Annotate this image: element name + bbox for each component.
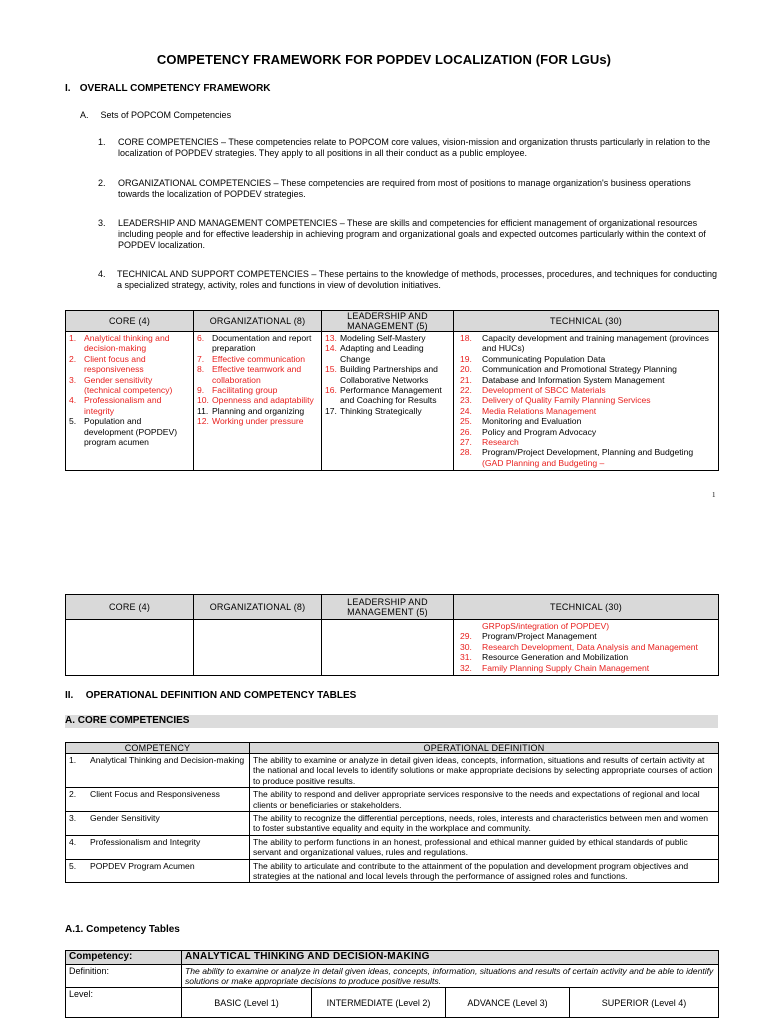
table-row bbox=[66, 964, 719, 988]
list-item: 21. Database and Information System Management bbox=[460, 374, 665, 385]
table-row: 1. Analytical Thinking and Decision-making The ability to examine or analyze in detail given ideas, concepts, information, situations and results of certain activity at the national and local levels to identify solutions or make appropriate decisions by selecting appropriate courses of action to produce positive results. bbox=[66, 754, 719, 788]
list-item: 7. Effective communication bbox=[197, 353, 305, 364]
header-leadership: LEADERSHIP AND MANAGEMENT (5) bbox=[322, 311, 454, 332]
level-basic: BASIC (Level 1) bbox=[182, 988, 312, 1018]
list-item: 8. Effective teamwork and collaboration bbox=[197, 364, 302, 385]
item-text: ORGANIZATIONAL COMPETENCIES – These competencies are required from most of positions to manage organization's business operations towards the localization of POPDEV strategies. bbox=[118, 178, 691, 199]
list-item: 20. Communication and Promotional Strategy Planning bbox=[460, 364, 677, 375]
list-item: 19. Communicating Population Data bbox=[460, 353, 606, 364]
table-row: 4. Professionalism and Integrity The ability to perform functions in an honest, professional and ethical manner guided by ethical standards of public servant and organizational values, rules and regulations. bbox=[66, 835, 719, 859]
list-item: 2. Client focus and responsiveness bbox=[69, 353, 146, 375]
competency-name: ANALYTICAL THINKING AND DECISION-MAKING bbox=[182, 951, 719, 965]
list-item: 29. Program/Project Management bbox=[460, 631, 597, 642]
competency-set-item bbox=[98, 178, 718, 200]
definition-text: The ability to examine or analyze in detail given ideas, concepts, information, situations and results of certain activity and be able to identify solutions or make appropriate decisions to produce positive results. bbox=[182, 964, 719, 988]
section-1-label: OVERALL COMPETENCY FRAMEWORK bbox=[79, 83, 271, 94]
section-1-heading bbox=[65, 83, 271, 95]
list-item: GRPopS/integration of POPDEV) bbox=[482, 621, 610, 631]
list-item: 18. Capacity development and training management (provinces and HUCs) bbox=[460, 333, 709, 354]
header-leadership: LEADERSHIP AND MANAGEMENT (5) bbox=[322, 595, 454, 620]
section-a-heading: A. CORE COMPETENCIES bbox=[65, 715, 190, 726]
header-operational-definition: OPERATIONAL DEFINITION bbox=[250, 743, 719, 754]
competency-summary-table-continued bbox=[65, 594, 719, 676]
list-item: 25. Monitoring and Evaluation bbox=[460, 416, 582, 427]
list-item: 27. Research bbox=[460, 437, 519, 448]
level-advance: ADVANCE (Level 3) bbox=[446, 988, 570, 1018]
definition-label: Definition: bbox=[66, 964, 182, 988]
list-item: 12. Working under pressure bbox=[197, 416, 304, 427]
header-technical: TECHNICAL (30) bbox=[454, 595, 719, 620]
competency-set-item bbox=[98, 218, 718, 251]
competency-summary-table bbox=[65, 310, 719, 471]
list-item: 13. Modeling Self-Mastery bbox=[325, 333, 426, 343]
table-row bbox=[66, 620, 719, 676]
table-row bbox=[66, 988, 719, 1018]
list-item: 6. Documentation and report preparation bbox=[197, 333, 312, 354]
table-header-row bbox=[66, 743, 719, 754]
list-item: 9. Facilitating group bbox=[197, 385, 278, 396]
operational-definition-table bbox=[65, 742, 719, 883]
list-item: 28. Program/Project Development, Planning and Budgeting (GAD Planning and Budgeting – bbox=[460, 447, 694, 468]
core-list bbox=[66, 332, 194, 471]
competency-table bbox=[65, 950, 719, 1018]
item-number: 4. bbox=[98, 269, 106, 279]
list-item: 14. Adapting and Leading Change bbox=[325, 343, 424, 364]
item-number: 2. bbox=[98, 178, 106, 188]
competency-set-item bbox=[98, 269, 718, 291]
section-2-number: II. bbox=[65, 690, 74, 701]
item-number: 1. bbox=[98, 137, 106, 147]
leadership-list bbox=[322, 332, 454, 471]
list-item: 5. Population and development (POPDEV) program acumen bbox=[69, 416, 178, 448]
list-item: 17. Thinking Strategically bbox=[325, 405, 422, 416]
technical-list bbox=[454, 332, 719, 471]
list-item: 31. Resource Generation and Mobilization bbox=[460, 652, 629, 663]
level-intermediate: INTERMEDIATE (Level 2) bbox=[312, 988, 446, 1018]
list-item: 3. Gender sensitivity (technical competency) bbox=[69, 374, 173, 396]
list-item: 1. Analytical thinking and decision-making bbox=[69, 333, 170, 354]
subsection-a-number: A. bbox=[80, 110, 89, 120]
list-item: 15. Building Partnerships and Collaborative Networks bbox=[325, 364, 438, 385]
list-item: 4. Professionalism and integrity bbox=[69, 395, 162, 416]
list-item: 11. Planning and organizing bbox=[197, 405, 305, 416]
section-1-number: I. bbox=[65, 83, 71, 94]
table-row: 5. POPDEV Program Acumen The ability to articulate and contribute to the attainment of the population and development program objectives and strategies at the national and local levels through the performance of assigned roles and functions. bbox=[66, 859, 719, 883]
level-superior: SUPERIOR (Level 4) bbox=[570, 988, 719, 1018]
list-item: 30. Research Development, Data Analysis and Management bbox=[460, 641, 698, 652]
list-item: 10. Openness and adaptability bbox=[197, 395, 314, 406]
list-item: 24. Media Relations Management bbox=[460, 405, 597, 416]
item-text: TECHNICAL AND SUPPORT COMPETENCIES – These pertains to the knowledge of methods, processes, procedures, and techniques for conducting a specialized strategy, activity, roles and functions in view of devolution initiatives. bbox=[117, 269, 717, 290]
a1-heading: A.1. Competency Tables bbox=[65, 924, 180, 935]
organizational-list bbox=[194, 620, 322, 676]
section-2-heading bbox=[65, 690, 356, 702]
core-list bbox=[66, 620, 194, 676]
header-core: CORE (4) bbox=[66, 595, 194, 620]
document-title: COMPETENCY FRAMEWORK FOR POPDEV LOCALIZATION (FOR LGUs) bbox=[156, 52, 612, 67]
header-organizational: ORGANIZATIONAL (8) bbox=[194, 311, 322, 332]
item-text: LEADERSHIP AND MANAGEMENT COMPETENCIES – These are skills and competencies for efficient management of organizational resources including people and for effective leadership in achieving program and organizational goals and expected outcomes particularly within the context of POPDEV localization. bbox=[118, 218, 706, 250]
competency-set-item bbox=[98, 137, 718, 159]
list-item: 16. Performance Management and Coaching for Results bbox=[325, 385, 442, 406]
page-number: 1 bbox=[712, 491, 716, 499]
table-row bbox=[66, 332, 719, 471]
item-number: 3. bbox=[98, 218, 106, 228]
level-label: Level: bbox=[66, 988, 182, 1018]
list-item: 26. Policy and Program Advocacy bbox=[460, 426, 597, 437]
header-core: CORE (4) bbox=[66, 311, 194, 332]
subsection-a-label: Sets of POPCOM Competencies bbox=[100, 110, 232, 120]
table-row bbox=[66, 951, 719, 965]
header-technical: TECHNICAL (30) bbox=[454, 311, 719, 332]
table-row: 2. Client Focus and Responsiveness The ability to respond and deliver appropriate services responsive to the needs and expectations of regional and local clients or beneficiaries or stakeholders. bbox=[66, 788, 719, 812]
item-text: CORE COMPETENCIES – These competencies relate to POPCOM core values, vision-mission and organization thrusts particularly in relation to the localization of POPDEV strategies. They apply to all positions in all their conduct as a public employee. bbox=[118, 137, 711, 158]
table-row: 3. Gender Sensitivity The ability to recognize the differential perceptions, needs, roles, interests and characteristics between men and women to foster substantive equality and equity in the workplace and community. bbox=[66, 812, 719, 836]
technical-list bbox=[454, 620, 719, 676]
leadership-list bbox=[322, 620, 454, 676]
list-item: 32. Family Planning Supply Chain Management bbox=[460, 662, 650, 673]
list-item: 23. Delivery of Quality Family Planning Services bbox=[460, 395, 651, 406]
competency-label: Competency: bbox=[66, 951, 182, 965]
table-header-row bbox=[66, 595, 719, 620]
header-organizational: ORGANIZATIONAL (8) bbox=[194, 595, 322, 620]
subsection-a-heading bbox=[80, 110, 231, 121]
list-item: 22. Development of SBCC Materials bbox=[460, 385, 606, 396]
table-header-row bbox=[66, 311, 719, 332]
organizational-list bbox=[194, 332, 322, 471]
section-2-label: OPERATIONAL DEFINITION AND COMPETENCY TABLES bbox=[85, 690, 357, 701]
header-competency: COMPETENCY bbox=[66, 743, 250, 754]
